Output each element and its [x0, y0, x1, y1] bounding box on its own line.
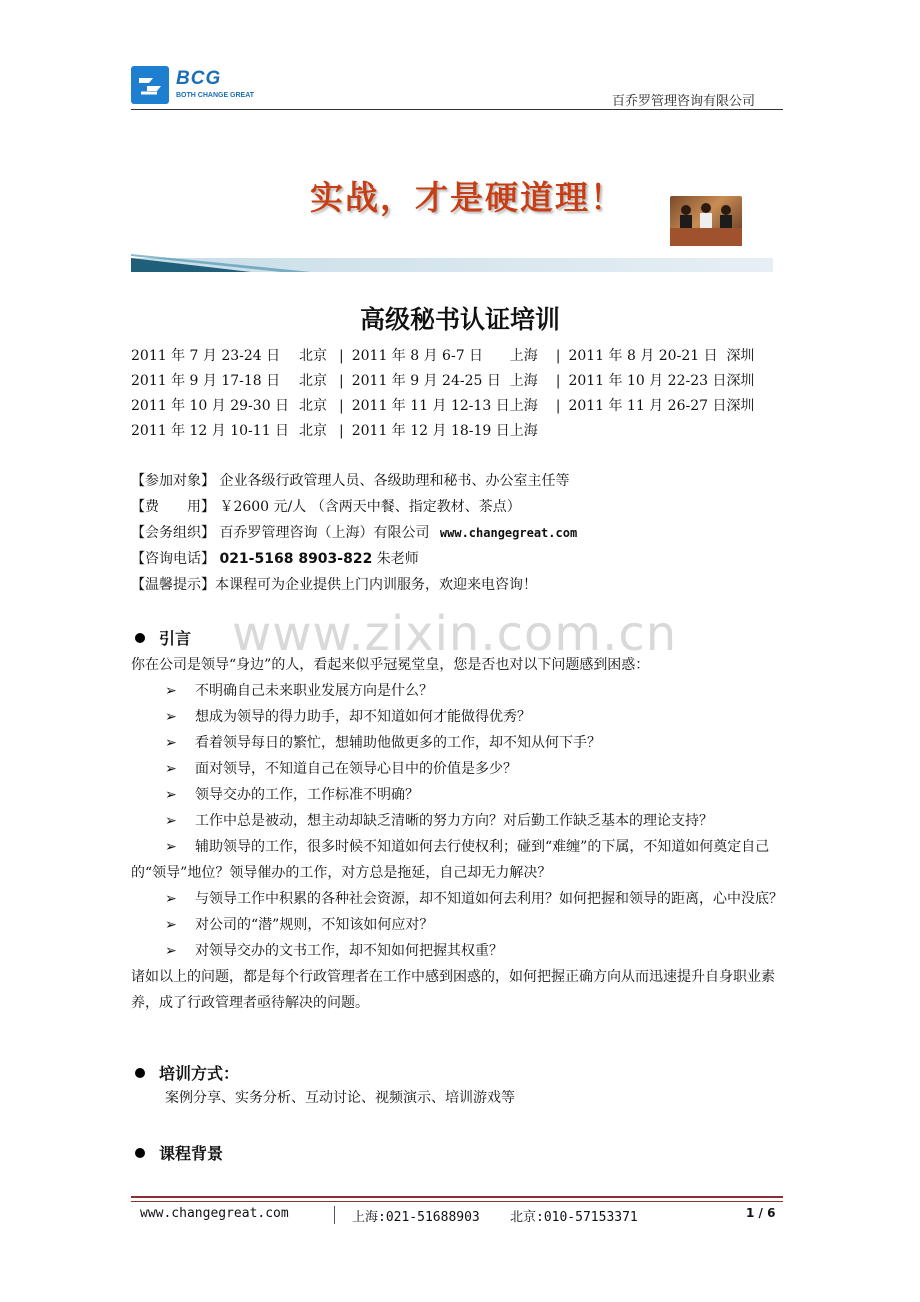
banner-strip [131, 254, 773, 272]
info-value: 百乔罗管理咨询（上海）有限公司 [219, 525, 430, 541]
info-fee [131, 496, 791, 522]
footer-divider-thin [131, 1201, 783, 1202]
info-audience [131, 470, 791, 496]
info-block [131, 470, 791, 600]
list-item: ➢ 面对领导，不知道自己在领导心目中的价值是多少？ [131, 756, 786, 782]
list-item: ➢ 与领导工作中积累的各种社会资源，却不知道如何去利用？如何把握和领导的距离，心中没底？ [131, 886, 786, 912]
schedule-date: 2011 年 8 月 20-21 日 [568, 348, 718, 364]
arrow-bullet-icon: ➢ [165, 709, 177, 725]
info-value: 企业各级行政管理人员、各级助理和秘书、办公室主任等 [219, 473, 570, 489]
schedule-date: 2011 年 7 月 23-24 日 [131, 348, 281, 364]
schedule-date: 2011 年 11 月 26-27 日 [568, 398, 727, 414]
intro-question-list [131, 678, 786, 1016]
arrow-bullet-icon: ➢ [165, 943, 177, 959]
logo-subtitle: BOTH CHANGE GREAT [176, 92, 255, 99]
schedule-date: 2011 年 11 月 12-13 日 [351, 398, 510, 414]
info-value: ￥2600 元/人 （含两天中餐、指定教材、茶点） [219, 499, 521, 515]
footer-url[interactable]: www.changegreat.com [140, 1206, 289, 1221]
schedule-city: 上海 [509, 348, 538, 364]
info-tip [131, 574, 791, 600]
logo-text: BCG [176, 68, 222, 89]
info-value: 本课程可为企业提供上门内训服务，欢迎来电咨询！ [215, 577, 537, 593]
list-item: ➢ 想成为领导的得力助手，却不知道如何才能做得优秀？ [131, 704, 786, 730]
schedule-city: 北京 [299, 423, 327, 439]
schedule-city: 深圳 [726, 373, 755, 389]
schedule-date: 2011 年 10 月 29-30 日 [131, 398, 290, 414]
schedule-row: 2011 年 10 月 29-30 日 北京 | 2011 年 11 月 12-13 日上海 | 2011 年 11 月 26-27 日深圳 [131, 395, 754, 420]
schedule-city: 上海 [509, 423, 538, 439]
intro-conclusion: 诸如以上的问题，都是每个行政管理者在工作中感到困惑的，如何把握正确方向从而迅速提升自身职业素养，成了行政管理者亟待解决的问题。 [131, 969, 775, 1011]
schedule-date: 2011 年 12 月 18-19 日 [351, 423, 510, 439]
method-text: 案例分享、实务分析、互动讨论、视频演示、培训游戏等 [165, 1090, 515, 1106]
schedule-date: 2011 年 8 月 6-7 日 [351, 348, 484, 364]
org-url-link[interactable]: www.changegreat.com [439, 526, 578, 540]
logo-icon [131, 66, 169, 104]
schedule-row: 2011 年 9 月 17-18 日 北京 | 2011 年 9 月 24-25 日 上海 | 2011 年 10 月 22-23 日深圳 [131, 370, 754, 395]
info-label: 【会务组织】 [131, 525, 215, 541]
schedule-city: 深圳 [726, 398, 755, 414]
footer-separator [334, 1206, 335, 1224]
bullet-icon [135, 633, 145, 643]
info-label: 【费 用】 [131, 499, 215, 515]
section-heading-intro: 引言 [135, 626, 191, 649]
schedule-city: 深圳 [726, 348, 755, 364]
schedule [131, 345, 754, 445]
footer-divider [131, 1196, 783, 1198]
info-org [131, 522, 791, 548]
info-label: 【咨询电话】 [131, 551, 215, 567]
section-heading-method: 培训方式： [135, 1061, 239, 1084]
arrow-bullet-icon: ➢ [165, 813, 177, 829]
schedule-city: 北京 [299, 398, 327, 414]
document-title: 高级秘书认证培训 [359, 305, 560, 334]
company-name: 百乔罗管理咨询有限公司 [611, 94, 755, 109]
list-item: ➢ 对领导交办的文书工作，却不知如何把握其权重？ [131, 938, 786, 964]
schedule-city: 上海 [509, 398, 538, 414]
arrow-bullet-icon: ➢ [165, 683, 177, 699]
page-number: 1 / 6 [746, 1206, 776, 1220]
list-item: ➢ 辅助领导的工作，很多时候不知道如何去行使权利；碰到“难缠”的下属，不知道如何奠定自己的“领导”地位？领导催办的工作，对方总是拖延，自己却无力解决？ [131, 834, 786, 886]
schedule-row: 2011 年 12 月 10-11 日 北京 | 2011 年 12 月 18-19 日上海 [131, 420, 754, 445]
info-phone [131, 548, 791, 574]
section-heading-background: 课程背景 [135, 1141, 223, 1164]
schedule-date: 2011 年 9 月 17-18 日 [131, 373, 281, 389]
schedule-city: 北京 [299, 348, 327, 364]
arrow-bullet-icon: ➢ [165, 891, 177, 907]
schedule-date: 2011 年 12 月 10-11 日 [131, 423, 290, 439]
schedule-city: 上海 [509, 373, 538, 389]
bullet-icon [135, 1068, 145, 1078]
list-item: ➢ 工作中总是被动，想主动却缺乏清晰的努力方向？对后勤工作缺乏基本的理论支持？ [131, 808, 786, 834]
schedule-date: 2011 年 10 月 22-23 日 [568, 373, 727, 389]
arrow-bullet-icon: ➢ [165, 917, 177, 933]
list-item: ➢ 看着领导每日的繁忙，想辅助他做更多的工作，却不知从何下手？ [131, 730, 786, 756]
banner-slogan: 实战，才是硬道理！ [310, 178, 625, 217]
phone-number: 021-5168 8903-822 [219, 551, 373, 567]
meeting-photo [670, 196, 742, 246]
info-label: 【温馨提示】 [131, 577, 215, 593]
phone-contact: 朱老师 [376, 551, 419, 567]
arrow-bullet-icon: ➢ [165, 761, 177, 777]
list-item: ➢ 领导交办的工作，工作标准不明确？ [131, 782, 786, 808]
schedule-date: 2011 年 9 月 24-25 日 [351, 373, 501, 389]
info-label: 【参加对象】 [131, 473, 215, 489]
arrow-bullet-icon: ➢ [165, 839, 177, 855]
schedule-city: 北京 [299, 373, 327, 389]
watermark: www.zixin.com.cn [232, 606, 678, 662]
bullet-icon [135, 1148, 145, 1158]
arrow-bullet-icon: ➢ [165, 787, 177, 803]
people-icon [670, 196, 742, 246]
arrow-bullet-icon: ➢ [165, 735, 177, 751]
intro-lead: 你在公司是领导“身边”的人，看起来似乎冠冕堂皇，您是否也对以下问题感到困惑： [131, 657, 650, 673]
logo-mark [131, 66, 169, 104]
list-item: ➢ 不明确自己未来职业发展方向是什么？ [131, 678, 786, 704]
footer-shanghai-phone: 上海:021-51688903 [352, 1210, 480, 1225]
header-divider [131, 109, 783, 110]
footer-beijing-phone: 北京:010-57153371 [510, 1210, 638, 1225]
list-item: ➢ 对公司的“潜”规则，不知该如何应对？ [131, 912, 786, 938]
schedule-row: 2011 年 7 月 23-24 日 北京 | 2011 年 8 月 6-7 日 上海 | 2011 年 8 月 20-21 日 深圳 [131, 345, 754, 370]
